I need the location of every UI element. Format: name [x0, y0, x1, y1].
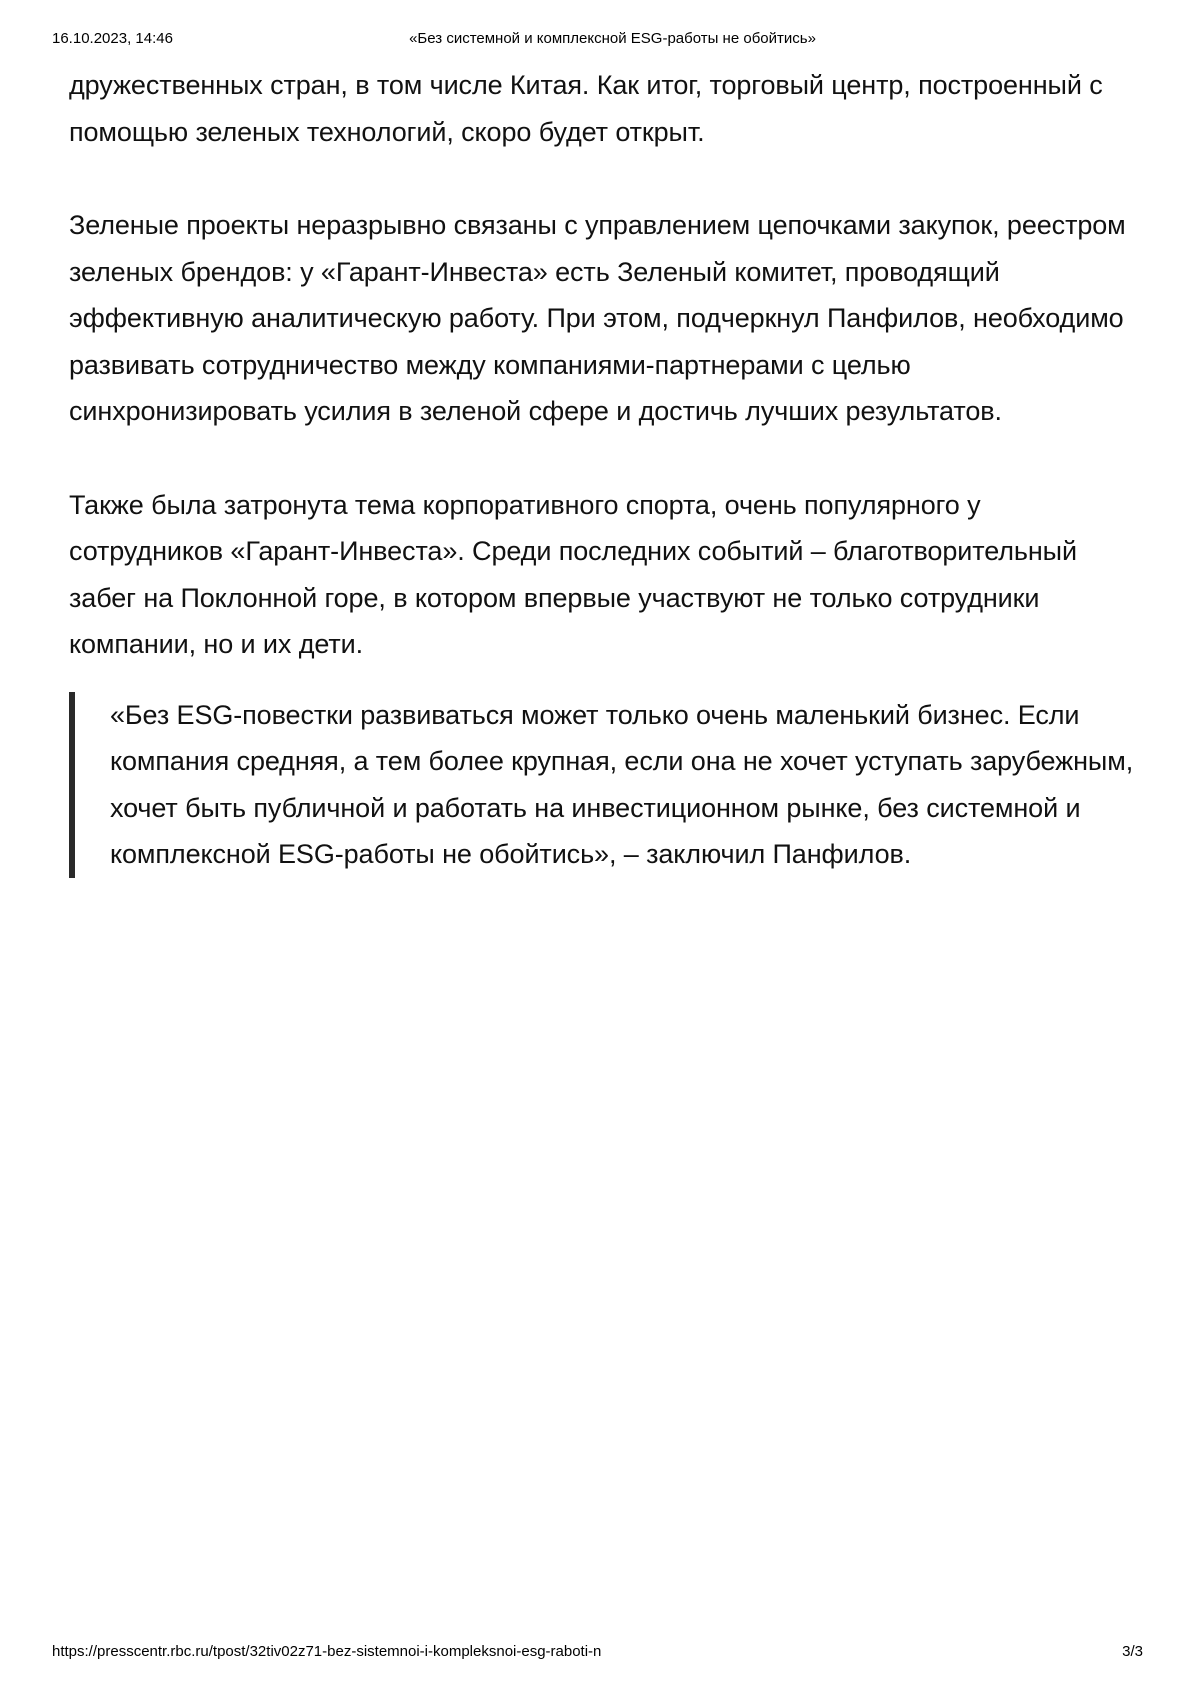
print-date: 16.10.2023, 14:46 — [52, 30, 173, 47]
page-url[interactable]: https://presscentr.rbc.ru/tpost/32tiv02z71-bez-sistemnoi-i-kompleksnoi-esg-raboti-n — [52, 1643, 602, 1660]
article-body — [69, 62, 1139, 878]
pull-quote: «Без ESG-повестки развиваться может только очень маленький бизнес. Если компания средняя, а тем более крупная, если она не хочет уступать зарубежным, хочет быть публичной и работать на инвестиционном рынке, без системной и комплексной ESG-работы не обойтись», – заключил Панфилов. — [69, 692, 1139, 878]
article-paragraph: дружественных стран, в том числе Китая. Как итог, торговый центр, построенный с помощью зеленых технологий, скоро будет открыт. — [69, 70, 1103, 147]
page-number: 3/3 — [1122, 1643, 1143, 1660]
print-header — [52, 30, 1143, 48]
article-paragraph: Также была затронута тема корпоративного спорта, очень популярного у сотрудников «Гарант-Инвеста». Среди последних событий – благотворительный забег на Поклонной горе, в котором впервые участвуют не только сотрудники компании, но и их дети. — [69, 489, 1077, 659]
print-title: «Без системной и комплексной ESG-работы не обойтись» — [409, 30, 816, 47]
article-paragraph: Зеленые проекты неразрывно связаны с управлением цепочками закупок, реестром зеленых брендов: у «Гарант-Инвеста» есть Зеленый комитет, проводящий эффективную аналитическую работу. При этом, подчеркнул Панфилов, необходимо развивать сотрудничество между компаниями-партнерами с целью синхронизировать усилия в зеленой сфере и достичь лучших результатов. — [69, 210, 1126, 426]
print-footer — [52, 1643, 1143, 1661]
